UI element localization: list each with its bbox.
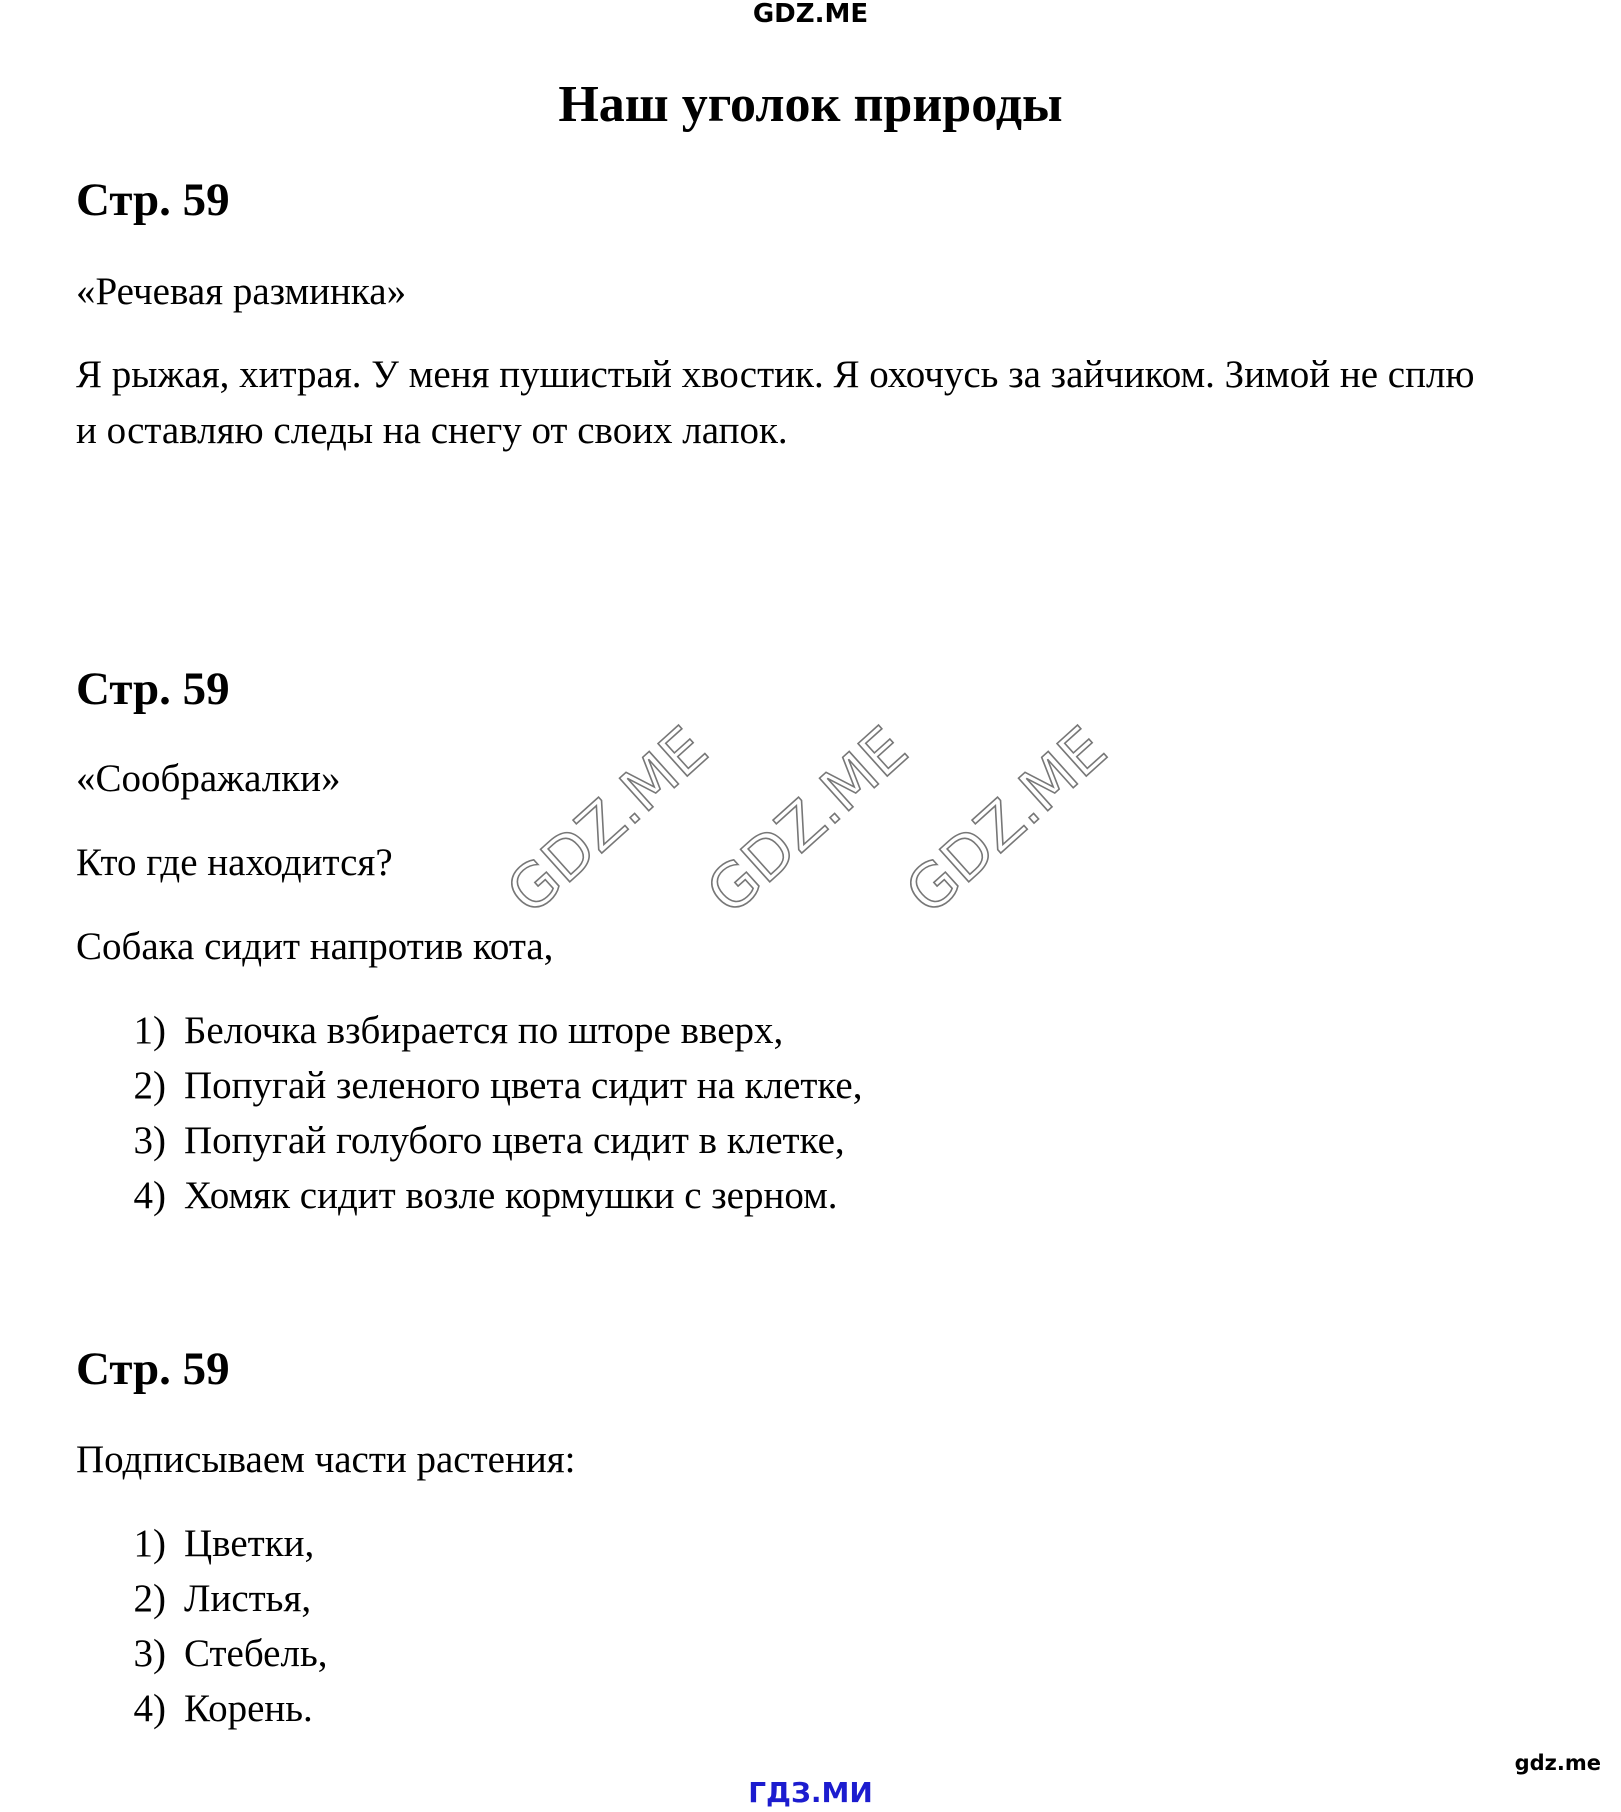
list-number: 2)	[133, 1064, 166, 1107]
page-title: Наш уголок природы	[558, 76, 1063, 133]
list-item	[76, 1003, 862, 1058]
list-number: 2)	[133, 1577, 166, 1620]
site-header-mark: GDZ.ME	[752, 0, 869, 29]
section-3-intro: Подписываем части растения:	[76, 1438, 576, 1481]
list-number: 1)	[133, 1009, 166, 1052]
list-text: Хомяк сидит возле кормушки с зерном.	[184, 1174, 838, 1217]
section-3-heading: Стр. 59	[76, 1343, 230, 1395]
section-2-subtitle: «Соображалки»	[76, 757, 341, 800]
watermark: GDZ.ME	[893, 713, 1121, 929]
section-2-heading: Стр. 59	[76, 663, 230, 715]
list-text: Цветки,	[184, 1522, 315, 1565]
list-number: 4)	[133, 1174, 166, 1217]
list-text: Попугай зеленого цвета сидит на клетке,	[184, 1064, 863, 1107]
list-item	[76, 1681, 328, 1736]
list-text: Попугай голубого цвета сидит в клетке,	[184, 1119, 845, 1162]
list-number: 4)	[133, 1687, 166, 1730]
section-1-subtitle: «Речевая разминка»	[76, 270, 407, 313]
section-2-question: Кто где находится?	[76, 841, 393, 884]
section-3-list	[76, 1516, 328, 1736]
section-2-intro: Собака сидит напротив кота,	[76, 925, 554, 968]
watermark: GDZ.ME	[694, 713, 922, 929]
list-item	[76, 1571, 328, 1626]
list-number: 3)	[133, 1632, 166, 1675]
list-item	[76, 1516, 328, 1571]
list-item	[76, 1626, 328, 1681]
list-number: 1)	[133, 1522, 166, 1565]
section-2-list	[76, 1003, 862, 1223]
list-text: Стебель,	[184, 1632, 328, 1675]
list-item	[76, 1058, 862, 1113]
section-1-text: Я рыжая, хитрая. У меня пушистый хвостик. Я охочусь за зайчиком. Зимой не сплю и оставляю следы на снегу от своих лапок.	[76, 353, 1475, 452]
list-item	[76, 1113, 862, 1168]
list-text: Белочка взбирается по шторе вверх,	[184, 1009, 784, 1052]
list-text: Листья,	[184, 1577, 312, 1620]
list-text: Корень.	[184, 1687, 313, 1730]
side-watermark: gdz.me	[1514, 1751, 1601, 1775]
list-item	[76, 1168, 862, 1223]
watermark: GDZ.ME	[494, 713, 722, 929]
footer-mark: ГДЗ.МИ	[748, 1776, 873, 1809]
list-number: 3)	[133, 1119, 166, 1162]
section-1-heading: Стр. 59	[76, 174, 230, 226]
